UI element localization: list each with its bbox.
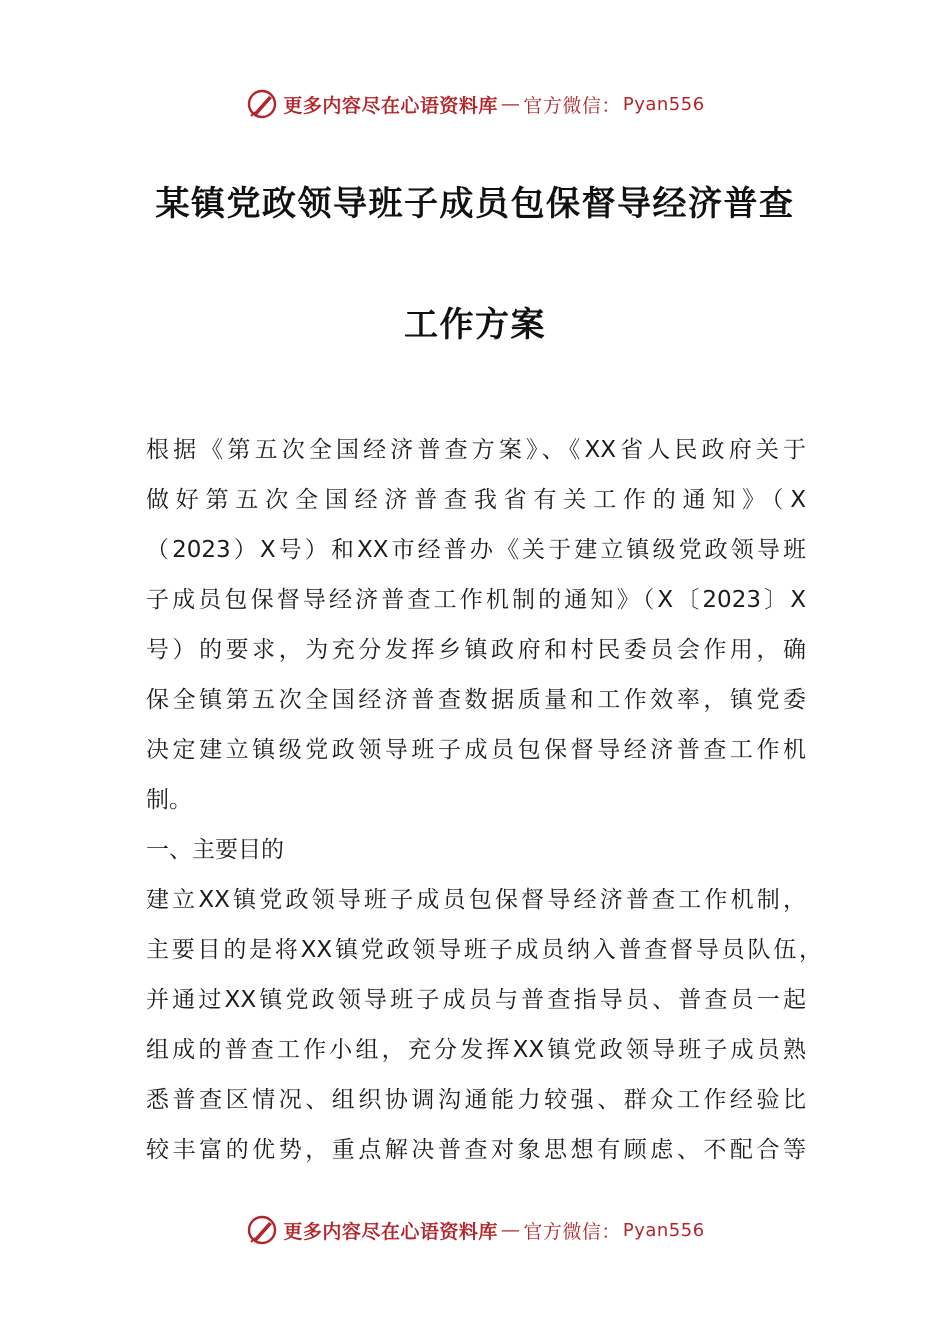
body-line: 决定建立镇级党政领导班子成员包保督导经济普查工作机 (146, 737, 806, 763)
banner-brand-text: 更多内容尽在心语资料库 (283, 94, 498, 117)
body-line: （2023）X号）和XX市经普办《关于建立镇级党政领导班 (146, 537, 806, 563)
banner-wechat-label: 官方微信： (523, 1220, 621, 1243)
body-line: 子成员包保督导经济普查工作机制的通知》（X〔2023〕X (146, 587, 806, 613)
quill-pen-circle-icon (245, 1213, 279, 1247)
body-line: 组成的普查工作小组，充分发挥XX镇党政领导班子成员熟 (146, 1037, 806, 1063)
body-line: 制。 (146, 787, 192, 813)
footer-watermark-banner (0, 1210, 950, 1250)
banner-separator: — (500, 93, 521, 115)
body-line: 较丰富的优势，重点解决普查对象思想有顾虑、不配合等 (146, 1137, 806, 1163)
section-heading: 一、主要目的 (146, 837, 284, 863)
body-line: 并通过XX镇党政领导班子成员与普查指导员、普查员一起 (146, 987, 806, 1013)
body-line: 建立XX镇党政领导班子成员包保督导经济普查工作机制， (146, 887, 806, 913)
body-line: 主要目的是将XX镇党政领导班子成员纳入普查督导员队伍， (146, 937, 822, 963)
banner-separator: — (500, 1219, 521, 1241)
body-line: 悉普查区情况、组织协调沟通能力较强、群众工作经验比 (146, 1087, 806, 1113)
banner-wechat-id: Pyan556 (622, 1219, 705, 1241)
banner-wechat-id: Pyan556 (622, 93, 705, 115)
body-line: 号）的要求，为充分发挥乡镇政府和村民委员会作用，确 (146, 637, 806, 663)
body-line: 做好第五次全国经济普查我省有关工作的通知》（X (146, 487, 806, 513)
banner-wechat-label: 官方微信： (523, 94, 621, 117)
document-title-line-2: 工作方案 (404, 305, 546, 345)
body-line: 根据《第五次全国经济普查方案》、《XX省人民政府关于 (146, 437, 806, 463)
header-watermark-banner (0, 84, 950, 124)
document-title-line-1: 某镇党政领导班子成员包保督导经济普查 (155, 184, 795, 224)
banner-brand-text: 更多内容尽在心语资料库 (283, 1220, 498, 1243)
quill-pen-circle-icon (245, 87, 279, 121)
body-line: 保全镇第五次全国经济普查数据质量和工作效率，镇党委 (146, 687, 806, 713)
